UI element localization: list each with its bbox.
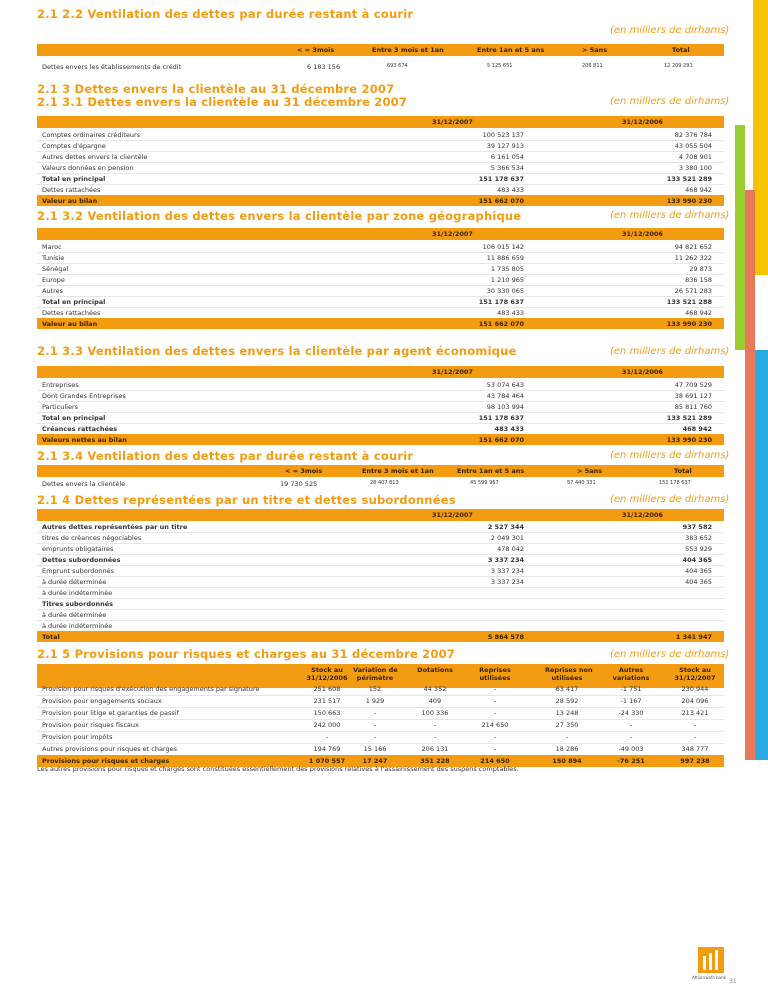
cell: 15 166 <box>363 745 387 753</box>
row-label: Dettes subordonnées <box>42 556 121 564</box>
cell-2006: 836 158 <box>685 276 712 284</box>
cell: - <box>493 733 497 741</box>
cell-2006: 133 521 288 <box>666 298 712 306</box>
row-label: Provision pour risques fiscaux <box>42 721 139 729</box>
cell: - <box>373 733 377 741</box>
table-row <box>37 434 724 445</box>
cell-2007: 483 433 <box>497 309 524 317</box>
cell-2006: 4 708 901 <box>678 153 712 161</box>
cell: 213 421 <box>681 709 709 717</box>
cell: -76 251 <box>617 757 645 765</box>
cell: 1 929 <box>365 697 385 705</box>
row-label: Comptes d'épargne <box>42 142 106 150</box>
row-label: Valeur au bilan <box>42 197 98 205</box>
cell-2007: 151 662 070 <box>478 436 524 444</box>
header-line: Autres <box>618 666 644 674</box>
cell: - <box>493 709 497 717</box>
green-side-bar <box>735 125 745 350</box>
cell: 27 350 <box>555 721 579 729</box>
cell-2006: 468 942 <box>685 186 712 194</box>
row-label: Provisions pour risques et charges <box>42 757 170 765</box>
section-title: 2.1 3.1 Dettes envers la clientèle au 31 décembre 2007 <box>37 95 408 109</box>
logo-text: Attijariwafa bank <box>692 975 726 980</box>
row-label: Autres provisions pour risques et charges <box>42 745 178 753</box>
cell-2006: 133 990 230 <box>666 197 712 205</box>
header-line: Variation de <box>353 666 398 674</box>
cell: 151 178 637 <box>659 480 691 486</box>
cell-2007: 98 103 994 <box>486 403 524 411</box>
section-title: 2.1 3.4 Ventilation des dettes par durée restant à courir <box>37 449 414 463</box>
unit-label: (en milliers de dirhams) <box>610 210 730 221</box>
cell: 18 286 <box>555 745 579 753</box>
row-label: Comptes ordinaires créditeurs <box>42 131 141 139</box>
unit-label: (en milliers de dirhams) <box>610 346 730 357</box>
table-header <box>37 228 724 240</box>
cell: - <box>629 721 633 729</box>
cell-2007: 151 178 637 <box>478 298 524 306</box>
cell: -49 003 <box>618 745 644 753</box>
table-header <box>37 465 724 477</box>
header-line: utilisées <box>551 674 583 682</box>
cell-2007: 53 074 643 <box>486 381 524 389</box>
cell-2007: 1 210 965 <box>490 276 524 284</box>
row-label: Total en principal <box>42 298 106 306</box>
cell: - <box>629 733 633 741</box>
cell: 152 <box>368 685 382 693</box>
header-line: Stock au <box>311 666 343 674</box>
cell-2006: 468 942 <box>682 425 712 433</box>
cell-2006: 404 365 <box>685 578 712 586</box>
row-label: Autres dettes envers la clientèle <box>42 153 148 161</box>
cell-2006: 82 376 784 <box>674 131 712 139</box>
cell: 409 <box>428 697 442 705</box>
header-cell: Entre 3 mois et 1an <box>362 467 434 475</box>
header-cell: Entre 1an et 5 ans <box>477 46 545 54</box>
row-label: Dettes envers les établissements de crédit <box>42 63 182 71</box>
cell-2007: 100 523 137 <box>482 131 524 139</box>
cell: 206 131 <box>421 745 449 753</box>
cell-2006: 94 821 652 <box>674 243 712 251</box>
header-cell: 31/12/2007 <box>432 368 473 376</box>
cell-2007: 30 330 065 <box>486 287 524 295</box>
cell: - <box>433 721 437 729</box>
cell-2007: 151 662 070 <box>478 197 524 205</box>
header-line: 31/12/2006 <box>306 674 348 682</box>
cell: 348 777 <box>681 745 709 753</box>
cell-2007: 1 735 805 <box>490 265 524 273</box>
header-cell: Entre 1an et 5 ans <box>457 467 525 475</box>
attijariwafa-logo <box>698 947 724 973</box>
cell: - <box>433 733 437 741</box>
cell-2006: 26 571 283 <box>674 287 712 295</box>
cell: 44 352 <box>423 685 447 693</box>
section-title: 2.1 3 Dettes envers la clientèle au 31 décembre 2007 <box>37 82 395 96</box>
header-cell: 31/12/2007 <box>432 118 473 126</box>
unit-label: (en milliers de dirhams) <box>610 96 730 107</box>
cell: 28 592 <box>555 697 579 705</box>
yellow-side-bar <box>753 0 768 275</box>
row-label: à durée déterminée <box>42 611 107 619</box>
cell: 5 125 651 <box>487 63 513 69</box>
header-cell: 31/12/2007 <box>432 230 473 238</box>
cell: 28 407 813 <box>370 480 399 486</box>
header-cell <box>353 666 397 682</box>
cell-2007: 151 662 070 <box>478 320 524 328</box>
cell: - <box>493 745 497 753</box>
section-title: 2.1 5 Provisions pour risques et charges au 31 décembre 2007 <box>37 647 455 661</box>
cell-2006: 133 990 230 <box>666 320 712 328</box>
row-label: Dettes envers la clientèle <box>42 480 126 488</box>
cell-2006: 11 262 322 <box>674 254 712 262</box>
row-label: Entreprises <box>42 381 79 389</box>
cell-2007: 106 015 142 <box>482 243 524 251</box>
unit-label: (en milliers de dirhams) <box>610 494 730 505</box>
table-header <box>37 116 724 128</box>
section-title: 2.1 4 Dettes représentées par un titre et dettes subordonnées <box>37 493 456 507</box>
row-label: Total en principal <box>42 414 106 422</box>
table-row <box>37 318 724 329</box>
header-cell: 31/12/2007 <box>432 511 473 519</box>
section-title: 2.1 3.3 Ventilation des dettes envers la clientèle par agent économique <box>37 344 517 358</box>
cell-2007: 151 178 637 <box>478 175 524 183</box>
cell: 150 663 <box>313 709 341 717</box>
row-label: Total <box>42 633 60 641</box>
header-cell: Total <box>674 467 692 475</box>
row-label: à durée déterminée <box>42 578 107 586</box>
header-cell: 31/12/2006 <box>622 118 663 126</box>
cell-2007: 151 178 637 <box>478 414 524 422</box>
row-label: Europe <box>42 276 65 284</box>
cell: - <box>373 709 377 717</box>
row-label: Provision pour risques d'exécution des engagements par signature <box>42 685 260 693</box>
cell-2007: 39 127 913 <box>486 142 524 150</box>
cell: 13 248 <box>555 709 579 717</box>
cell-2006: 468 942 <box>685 309 712 317</box>
cell-2006: 133 990 230 <box>666 436 712 444</box>
unit-label: (en milliers de dirhams) <box>610 649 730 660</box>
row-label: Maroc <box>42 243 62 251</box>
row-label: Provision pour litige et garanties de passif <box>42 709 179 717</box>
cell: - <box>373 721 377 729</box>
row-label: Sénégal <box>42 265 69 273</box>
cell-2007: 43 784 464 <box>486 392 524 400</box>
unit-label: (en milliers de dirhams) <box>610 450 730 461</box>
cell: 251 608 <box>313 685 341 693</box>
cell-2007: 3 337 234 <box>490 567 524 575</box>
cell: 351 228 <box>420 757 450 765</box>
cell: 194 769 <box>313 745 341 753</box>
row-label: Dettes rattachées <box>42 186 101 194</box>
header-line: Reprises non <box>545 666 593 674</box>
cell-2007: 2 049 301 <box>490 534 524 542</box>
header-cell: < = 3mois <box>285 467 323 475</box>
cell-2007: 3 337 234 <box>487 556 524 564</box>
cell-2007: 5 366 534 <box>490 164 524 172</box>
table-row <box>37 195 724 206</box>
row-label: Créances rattachées <box>42 425 118 433</box>
cell: 204 096 <box>681 697 709 705</box>
cell: 100 336 <box>421 709 449 717</box>
header-line: Stock au <box>679 666 711 674</box>
row-label: Valeur au bilan <box>42 320 98 328</box>
header-line: Reprises <box>479 666 511 674</box>
cell: 206 811 <box>582 63 603 69</box>
row-label: Autres dettes représentées par un titre <box>42 523 188 531</box>
cell: 150 894 <box>552 757 582 765</box>
cell-2007: 478 042 <box>497 545 524 553</box>
header-cell: > 5ans <box>582 46 608 54</box>
cell-2006: 404 365 <box>682 556 712 564</box>
page-number: 31 <box>729 978 737 985</box>
row-label: à durée indéterminée <box>42 589 113 597</box>
cell-2006: 47 709 529 <box>674 381 712 389</box>
table-row <box>37 478 724 489</box>
header-line: 31/12/2007 <box>674 674 716 682</box>
cell-2006: 1 341 947 <box>675 633 712 641</box>
header-cell: Entre 3 mois et 1an <box>372 46 444 54</box>
cell: - <box>493 697 497 705</box>
footnote: Les autres provisions pour risques et charges sont constituées essentiellement des provisions relatives à l'assainissement des suspens comptables. <box>37 765 519 773</box>
cell-2007: 483 433 <box>497 186 524 194</box>
cell: 214 650 <box>481 721 509 729</box>
cell: 45 599 967 <box>470 480 499 486</box>
cell: -1 751 <box>620 685 642 693</box>
cell-2007: 483 433 <box>494 425 524 433</box>
row-label: Dettes rattachées <box>42 309 101 317</box>
cell: 230 944 <box>681 685 709 693</box>
cell-2006: 133 521 289 <box>666 414 712 422</box>
header-line: périmètre <box>356 674 394 682</box>
header-cell: < = 3mois <box>297 46 335 54</box>
cell: 214 650 <box>480 757 510 765</box>
salmon-side-bar <box>745 190 755 760</box>
header-line: variations <box>612 674 650 682</box>
cell: -24 330 <box>618 709 644 717</box>
table-row <box>37 631 724 642</box>
table-header <box>37 509 724 521</box>
cell: - <box>693 733 697 741</box>
cell: -1 167 <box>620 697 642 705</box>
cell: - <box>693 721 697 729</box>
cell: 63 417 <box>555 685 579 693</box>
cell-2006: 383 652 <box>685 534 712 542</box>
row-label: Emprunt subordonnés <box>42 567 114 575</box>
row-label: emprunts obligataires <box>42 545 114 553</box>
cell-2007: 6 161 054 <box>490 153 524 161</box>
row-label: titres de créances négociables <box>42 534 142 542</box>
cell-2006: 404 365 <box>685 567 712 575</box>
header-cell <box>413 666 457 674</box>
section-title: 2.1 3.2 Ventilation des dettes envers la clientèle par zone géographique <box>37 209 522 223</box>
cell-2007: 2 527 344 <box>487 523 524 531</box>
table-header <box>37 366 724 378</box>
cell-2006: 29 873 <box>689 265 712 273</box>
row-label: Titres subordonnés <box>42 600 113 608</box>
unit-label: (en milliers de dirhams) <box>610 25 730 36</box>
cell-2006: 85 811 760 <box>674 403 712 411</box>
blue-side-bar <box>755 350 768 760</box>
cell-2006: 38 691 127 <box>674 392 712 400</box>
table-header <box>37 44 724 56</box>
cell-2007: 11 886 659 <box>486 254 524 262</box>
header-cell <box>609 666 653 682</box>
cell: 12 209 291 <box>664 63 693 69</box>
cell-2007: 5 864 578 <box>487 633 524 641</box>
header-cell: 31/12/2006 <box>622 368 663 376</box>
header-cell: > 5ans <box>577 467 603 475</box>
header-line: utilisées <box>479 674 511 682</box>
row-label: Valeurs données en pension <box>42 164 134 172</box>
cell-2006: 553 929 <box>685 545 712 553</box>
cell-2007: 3 337 234 <box>490 578 524 586</box>
cell: 693 674 <box>387 63 408 69</box>
cell: 1 070 557 <box>308 757 346 765</box>
cell: - <box>325 733 329 741</box>
header-cell <box>473 666 517 682</box>
cell: - <box>565 733 569 741</box>
row-label: Provision pour engagements sociaux <box>42 697 162 705</box>
cell: 242 000 <box>313 721 341 729</box>
cell-2006: 937 582 <box>682 523 712 531</box>
header-cell: 31/12/2006 <box>622 511 663 519</box>
cell-2006: 133 521 289 <box>666 175 712 183</box>
row-label: Tunisie <box>42 254 65 262</box>
header-cell <box>545 666 593 682</box>
table-row <box>37 61 724 72</box>
cell-2006: 3 380 100 <box>678 164 712 172</box>
cell: 231 517 <box>313 697 341 705</box>
header-line: Dotations <box>417 666 453 674</box>
cell-2006: 43 055 504 <box>674 142 712 150</box>
row-label: Dont Grandes Entreprises <box>42 392 126 400</box>
section-title: 2.1 2.2 Ventilation des dettes par durée restant à courir <box>37 7 414 21</box>
header-cell <box>305 666 349 682</box>
cell: 19 730 525 <box>280 480 318 488</box>
row-label: Total en principal <box>42 175 106 183</box>
row-label: Particuliers <box>42 403 79 411</box>
cell: 17 247 <box>362 757 388 765</box>
cell: - <box>493 685 497 693</box>
row-label: Autres <box>42 287 64 295</box>
row-label: Provision pour impôts <box>42 733 113 741</box>
header-cell <box>673 666 717 682</box>
cell: 6 183 156 <box>307 63 341 71</box>
header-cell: 31/12/2006 <box>622 230 663 238</box>
row-label: à durée indéterminée <box>42 622 113 630</box>
cell: 997 238 <box>680 757 710 765</box>
row-label: Valeurs nettes au bilan <box>42 436 127 444</box>
header-cell: Total <box>672 46 690 54</box>
cell: 57 440 331 <box>567 480 596 486</box>
